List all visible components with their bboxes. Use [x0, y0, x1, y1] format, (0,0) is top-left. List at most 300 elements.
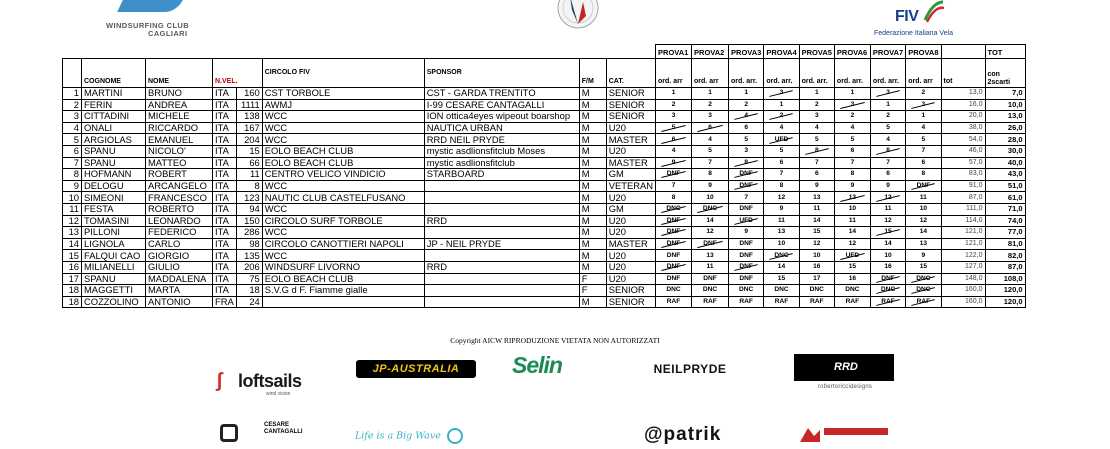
col-ord-arr: ord. arr [692, 59, 729, 88]
sail-number-cell: 286 [236, 227, 262, 239]
cognome-cell: MARTINI [82, 88, 146, 100]
race-result-cell: RAF [729, 296, 764, 308]
category-cell: U20 [606, 215, 655, 227]
rank-cell: 13 [63, 227, 82, 239]
category-cell: MASTER [606, 157, 655, 169]
net-total-cell: 28,0 [985, 134, 1025, 146]
race-result-cell: 2 [799, 99, 834, 111]
nome-cell: NICOLO' [146, 145, 213, 157]
race-result-cell: 14 [870, 238, 905, 250]
race-result-cell: 13 [764, 227, 799, 239]
fm-cell: F [579, 285, 606, 297]
net-total-cell: 82,0 [985, 250, 1025, 262]
nationality-cell: ITA [213, 180, 237, 192]
nome-cell: ANDREA [146, 99, 213, 111]
race-result-cell: 8 [656, 192, 692, 204]
rank-cell: 3 [63, 111, 82, 123]
selin-logo: Selin [512, 352, 562, 378]
sponsor-cell: RRD [424, 215, 579, 227]
sail-mark-icon [117, 0, 183, 12]
discarded-race-result-cell: DNF [656, 261, 692, 273]
rrd-logo [794, 354, 894, 381]
total-cell: 121,0 [941, 227, 985, 239]
table-row [63, 238, 1026, 250]
total-cell: 87,0 [941, 192, 985, 204]
discarded-race-result-cell: RAF [906, 296, 941, 308]
sail-number-cell: 150 [236, 215, 262, 227]
discarded-race-result-cell: 8 [729, 157, 764, 169]
cognome-cell: SPANU [82, 145, 146, 157]
discarded-race-result-cell: DNF [729, 261, 764, 273]
race-header: PROVA2 [692, 45, 729, 59]
circolo-cell: WCC [262, 111, 424, 123]
race-result-cell: 7 [870, 157, 905, 169]
race-result-cell: 9 [870, 180, 905, 192]
sail-number-cell: 98 [236, 238, 262, 250]
sail-number-cell: 204 [236, 134, 262, 146]
sail-number-cell: 123 [236, 192, 262, 204]
discarded-race-result-cell: 6 [692, 122, 729, 134]
race-result-cell: 1 [906, 111, 941, 123]
category-cell: GM [606, 169, 655, 181]
total-cell: 83,0 [941, 169, 985, 181]
category-cell: MASTER [606, 134, 655, 146]
starboard-logo [798, 424, 890, 444]
sponsor-cell [424, 273, 579, 285]
windsurfing-club-cagliari-logo [92, 0, 242, 42]
rrd-subtitle: robertoriccidesigns [817, 384, 873, 390]
race-result-cell: 11 [692, 261, 729, 273]
sail-number-cell: 135 [236, 250, 262, 262]
race-result-cell: 5 [906, 134, 941, 146]
cognome-cell: SIMEONI [82, 192, 146, 204]
table-row [63, 180, 1026, 192]
race-result-cell: 12 [764, 192, 799, 204]
circolo-cell: EOLO BEACH CLUB [262, 145, 424, 157]
rank-cell: 1 [63, 88, 82, 100]
discarded-race-result-cell: DNC [656, 203, 692, 215]
race-result-cell: 10 [692, 192, 729, 204]
fm-cell: M [579, 192, 606, 204]
circolo-cell: EOLO BEACH CLUB [262, 273, 424, 285]
race-result-cell: 14 [692, 215, 729, 227]
race-result-cell: DNC [729, 285, 764, 297]
race-result-cell: 8 [764, 180, 799, 192]
race-result-cell: 14 [834, 227, 870, 239]
nationality-cell: ITA [213, 215, 237, 227]
circolo-cell [262, 296, 424, 308]
total-cell: 111,0 [941, 203, 985, 215]
race-result-cell: 4 [799, 122, 834, 134]
col-tot: tot [941, 59, 985, 88]
net-total-cell: 87,0 [985, 261, 1025, 273]
race-result-cell: 2 [692, 99, 729, 111]
table-row [63, 215, 1026, 227]
total-cell: 46,0 [941, 145, 985, 157]
race-result-cell: 10 [764, 238, 799, 250]
discarded-race-result-cell: DNF [729, 180, 764, 192]
nationality-cell: ITA [213, 157, 237, 169]
race-result-cell: DNC [656, 285, 692, 297]
rank-cell: 6 [63, 145, 82, 157]
nationality-cell: ITA [213, 99, 237, 111]
race-result-cell: DNF [729, 250, 764, 262]
loftsails-name: loftsails [238, 371, 302, 391]
race-result-cell: 5 [692, 145, 729, 157]
sponsor-cell: CST - GARDA TRENTITO [424, 88, 579, 100]
cognome-cell: ARGIOLAS [82, 134, 146, 146]
race-header: PROVA7 [870, 45, 905, 59]
cognome-cell: CITTADINI [82, 111, 146, 123]
col-net: con 2scarti [985, 59, 1025, 88]
race-result-cell: 6 [764, 157, 799, 169]
circolo-cell: CENTRO VELICO VINDICIO [262, 169, 424, 181]
category-cell: VETERAN [606, 180, 655, 192]
net-total-cell: 51,0 [985, 180, 1025, 192]
net-total-cell: 61,0 [985, 192, 1025, 204]
race-result-cell: 11 [799, 203, 834, 215]
net-total-cell: 43,0 [985, 169, 1025, 181]
nationality-cell: ITA [213, 227, 237, 239]
net-total-cell: 13,0 [985, 111, 1025, 123]
discarded-race-result-cell: DNC [906, 285, 941, 297]
race-result-cell: 16 [799, 261, 834, 273]
category-cell: SENIOR [606, 285, 655, 297]
circolo-cell: S.V.G d F. Fiamme gialle [262, 285, 424, 297]
starboard-mark-icon [798, 424, 890, 444]
sponsor-cell: STARBOARD [424, 169, 579, 181]
race-result-cell: RAF [834, 296, 870, 308]
race-result-cell: 11 [870, 203, 905, 215]
circolo-cell: WCC [262, 180, 424, 192]
discarded-race-result-cell: DNF [906, 180, 941, 192]
net-total-cell: 7,0 [985, 88, 1025, 100]
race-result-cell: 6 [799, 169, 834, 181]
results-table [62, 44, 1026, 308]
race-result-cell: 1 [834, 88, 870, 100]
fm-cell: F [579, 273, 606, 285]
race-result-cell: 5 [764, 145, 799, 157]
col-nvel: N.VEL. [213, 59, 263, 88]
race-result-cell: 8 [692, 169, 729, 181]
fiv-federation-name: Federazione Italiana Vela [874, 30, 953, 37]
race-result-cell: DNF [729, 238, 764, 250]
race-result-cell: 7 [764, 169, 799, 181]
col-ord-arr: ord. arr. [729, 59, 764, 88]
race-result-cell: 4 [870, 134, 905, 146]
fm-cell: M [579, 296, 606, 308]
race-result-cell: 3 [656, 111, 692, 123]
race-result-cell: 1 [692, 88, 729, 100]
race-result-cell: DNF [729, 273, 764, 285]
circolo-cell: AWMJ [262, 99, 424, 111]
cognome-cell: FALQUI CAO [82, 250, 146, 262]
race-result-cell: 10 [906, 203, 941, 215]
race-result-cell: 7 [834, 157, 870, 169]
discarded-race-result-cell: 15 [870, 227, 905, 239]
fm-cell: M [579, 261, 606, 273]
table-row [63, 192, 1026, 204]
rank-cell: 9 [63, 180, 82, 192]
race-result-cell: 9 [906, 250, 941, 262]
net-total-cell: 120,0 [985, 285, 1025, 297]
total-cell: 38,0 [941, 122, 985, 134]
race-result-cell: 2 [834, 111, 870, 123]
sponsor-cell [424, 203, 579, 215]
nationality-cell: ITA [213, 273, 237, 285]
race-result-cell: DNF [692, 273, 729, 285]
race-result-cell: 9 [764, 203, 799, 215]
category-cell: SENIOR [606, 296, 655, 308]
race-result-cell: 4 [834, 122, 870, 134]
sponsor-cell [424, 180, 579, 192]
life-slogan: Life is a Big Wave [355, 430, 441, 442]
fm-cell: M [579, 99, 606, 111]
nationality-cell: ITA [213, 145, 237, 157]
circolo-cell: EOLO BEACH CLUB [262, 157, 424, 169]
discarded-race-result-cell: 5 [656, 122, 692, 134]
discarded-race-result-cell: UFD [834, 250, 870, 262]
race-result-cell: 9 [834, 180, 870, 192]
race-result-cell: 1 [729, 88, 764, 100]
race-result-cell: 10 [799, 250, 834, 262]
discarded-race-result-cell: UFD [764, 134, 799, 146]
race-result-cell: 15 [906, 261, 941, 273]
col-cognome: COGNOME [82, 59, 146, 88]
total-cell: 160,0 [941, 285, 985, 297]
discarded-race-result-cell: DNF [656, 169, 692, 181]
race-result-cell: 14 [799, 215, 834, 227]
nome-cell: RICCARDO [146, 122, 213, 134]
total-cell: 160,0 [941, 296, 985, 308]
race-result-cell: 7 [906, 145, 941, 157]
total-cell: 114,0 [941, 215, 985, 227]
race-result-cell: 15 [764, 273, 799, 285]
race-result-cell: 7 [799, 157, 834, 169]
rank-cell: 17 [63, 273, 82, 285]
nationality-cell: ITA [213, 169, 237, 181]
cesare-cantagalli-logo [220, 422, 304, 444]
total-cell: 91,0 [941, 180, 985, 192]
nome-cell: FEDERICO [146, 227, 213, 239]
nationality-cell: ITA [213, 88, 237, 100]
nome-cell: ROBERTO [146, 203, 213, 215]
sail-number-cell: 8 [236, 180, 262, 192]
cesare-name: CESARE CANTAGALLI [264, 422, 303, 435]
sponsor-cell: RRD [424, 261, 579, 273]
sponsor-cell: JP - NEIL PRYDE [424, 238, 579, 250]
fm-cell: M [579, 134, 606, 146]
race-result-cell: 15 [834, 261, 870, 273]
race-header: PROVA3 [729, 45, 764, 59]
race-result-cell: 2 [729, 99, 764, 111]
rank-cell: 2 [63, 99, 82, 111]
sail-number-cell: 24 [236, 296, 262, 308]
cognome-cell: PILLONI [82, 227, 146, 239]
nationality-cell: ITA [213, 122, 237, 134]
total-cell: 148,0 [941, 273, 985, 285]
race-result-cell: 12 [799, 238, 834, 250]
discarded-race-result-cell: DNF [870, 273, 905, 285]
discarded-race-result-cell: 13 [834, 192, 870, 204]
race-result-cell: 7 [692, 157, 729, 169]
discarded-race-result-cell: DNC [906, 273, 941, 285]
nome-cell: MADDALENA [146, 273, 213, 285]
race-result-cell: DNF [656, 273, 692, 285]
rank-cell: 15 [63, 250, 82, 262]
cognome-cell: FERIN [82, 99, 146, 111]
col-fm: F/M [579, 59, 606, 88]
sail-number-cell: 66 [236, 157, 262, 169]
total-cell: 122,0 [941, 250, 985, 262]
net-total-cell: 40,0 [985, 157, 1025, 169]
club-logo-line2: CAGLIARI [148, 29, 188, 38]
race-result-cell: 1 [656, 88, 692, 100]
rank-cell: 7 [63, 157, 82, 169]
race-result-cell: 6 [834, 145, 870, 157]
category-cell: SENIOR [606, 111, 655, 123]
nome-cell: BRUNO [146, 88, 213, 100]
race-result-cell: 16 [870, 261, 905, 273]
race-result-cell: RAF [692, 296, 729, 308]
sail-number-cell: 138 [236, 111, 262, 123]
circolo-cell: WCC [262, 122, 424, 134]
rank-cell: 11 [63, 203, 82, 215]
discarded-race-result-cell: 8 [870, 145, 905, 157]
cognome-cell: DELOGU [82, 180, 146, 192]
discarded-race-result-cell: 3 [870, 88, 905, 100]
sponsor-cell: ION ottica4eyes wipeout boarshop [424, 111, 579, 123]
sponsor-cell [424, 296, 579, 308]
loftsails-tagline: wind vision [266, 391, 291, 397]
total-cell: 16,0 [941, 99, 985, 111]
fm-cell: M [579, 227, 606, 239]
race-result-cell: DNC [834, 285, 870, 297]
table-row [63, 296, 1026, 308]
race-result-cell: 3 [799, 111, 834, 123]
rank-cell: 16 [63, 261, 82, 273]
rank-cell: 12 [63, 215, 82, 227]
rank-cell: 10 [63, 192, 82, 204]
jp-australia-logo: JP-AUSTRALIA [356, 360, 476, 378]
race-result-cell: 13 [692, 250, 729, 262]
race-result-cell: 1 [870, 99, 905, 111]
cognome-cell: TOMASINI [82, 215, 146, 227]
race-result-cell: DNF [656, 250, 692, 262]
discarded-race-result-cell: DNF [692, 238, 729, 250]
race-result-cell: 13 [799, 192, 834, 204]
circolo-cell: WCC [262, 134, 424, 146]
circolo-cell: WCC [262, 203, 424, 215]
rank-cell: 18 [63, 285, 82, 297]
race-result-cell: 16 [834, 273, 870, 285]
nome-cell: MARTA [146, 285, 213, 297]
cognome-cell: MILIANELLI [82, 261, 146, 273]
cognome-cell: SPANU [82, 157, 146, 169]
race-result-cell: 10 [870, 250, 905, 262]
category-cell: U20 [606, 250, 655, 262]
total-cell: 121,0 [941, 238, 985, 250]
sponsor-cell: RRD NEIL PRYDE [424, 134, 579, 146]
fm-cell: M [579, 180, 606, 192]
race-result-cell: 4 [764, 122, 799, 134]
col-ord-arr: ord. arr. [870, 59, 905, 88]
race-header: PROVA1 [656, 45, 692, 59]
circolo-cell: CIRCOLO CANOTTIERI NAPOLI [262, 238, 424, 250]
race-result-cell: 12 [834, 238, 870, 250]
loftsails-logo [216, 368, 332, 398]
total-cell: 13,0 [941, 88, 985, 100]
category-cell: U20 [606, 261, 655, 273]
category-cell: U20 [606, 192, 655, 204]
nationality-cell: ITA [213, 192, 237, 204]
fm-cell: M [579, 238, 606, 250]
sail-number-cell: 75 [236, 273, 262, 285]
table-row [63, 134, 1026, 146]
race-result-cell: 4 [656, 145, 692, 157]
sail-number-cell: 160 [236, 88, 262, 100]
table-row [63, 250, 1026, 262]
race-header: PROVA8 [906, 45, 941, 59]
race-result-cell: 9 [729, 227, 764, 239]
discarded-race-result-cell: DNC [764, 250, 799, 262]
race-result-cell: 12 [906, 215, 941, 227]
sail-number-cell: 206 [236, 261, 262, 273]
race-result-cell: 15 [799, 227, 834, 239]
table-row [63, 145, 1026, 157]
discarded-race-result-cell: DNF [656, 215, 692, 227]
table-row [63, 169, 1026, 181]
net-total-cell: 108,0 [985, 273, 1025, 285]
sponsor-cell: mystic asdlionsfitclub Moses [424, 145, 579, 157]
discarded-race-result-cell: 3 [834, 99, 870, 111]
total-cell: 54,0 [941, 134, 985, 146]
nationality-cell: ITA [213, 238, 237, 250]
circolo-cell: WCC [262, 227, 424, 239]
net-total-cell: 26,0 [985, 122, 1025, 134]
fm-cell: M [579, 145, 606, 157]
discarded-race-result-cell: 9 [656, 157, 692, 169]
cognome-cell: ONALI [82, 122, 146, 134]
copyright-notice: Copyright AICW RIPRODUZIONE VIETATA NON AUTORIZZATI [450, 336, 660, 345]
net-total-cell: 71,0 [985, 203, 1025, 215]
table-row [63, 261, 1026, 273]
circolo-cell: WINDSURF LIVORNO [262, 261, 424, 273]
race-result-cell: 14 [906, 227, 941, 239]
table-row [63, 111, 1026, 123]
race-result-cell: 11 [906, 192, 941, 204]
sail-number-cell: 18 [236, 285, 262, 297]
table-row [63, 227, 1026, 239]
race-result-cell: 10 [834, 203, 870, 215]
race-header: PROVA6 [834, 45, 870, 59]
race-header-row [63, 45, 1026, 59]
nome-cell: CARLO [146, 238, 213, 250]
table-row [63, 88, 1026, 100]
sponsor-cell: NAUTICA URBAN [424, 122, 579, 134]
discarded-race-result-cell: DNF [656, 238, 692, 250]
table-row [63, 122, 1026, 134]
race-result-cell: 7 [729, 192, 764, 204]
race-header: PROVA5 [799, 45, 834, 59]
total-cell: 127,0 [941, 261, 985, 273]
race-result-cell: 6 [906, 157, 941, 169]
sail-number-cell: 11 [236, 169, 262, 181]
race-result-cell: 5 [834, 134, 870, 146]
fm-cell: M [579, 169, 606, 181]
cognome-cell: MAGGETTI [82, 285, 146, 297]
col-circolo: CIRCOLO FIV [262, 59, 424, 88]
